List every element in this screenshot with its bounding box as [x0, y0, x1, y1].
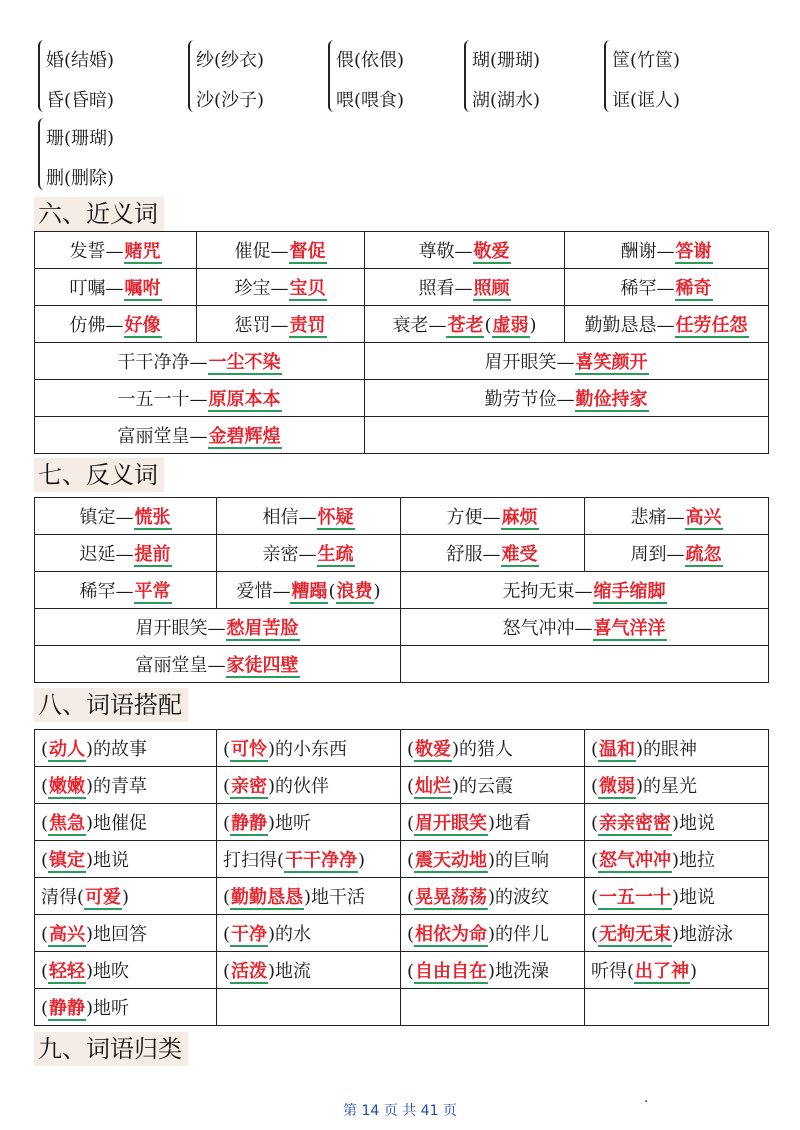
answer-word: 轻轻: [49, 961, 86, 982]
cell-text: )的故事: [86, 739, 148, 760]
answer-word: 家徒四壁: [226, 655, 299, 676]
table-cell: [401, 804, 585, 841]
table-cell: [365, 343, 769, 380]
synonyms-table: [34, 231, 769, 454]
table-cell: [217, 730, 401, 767]
collocation-table: [34, 729, 769, 1026]
answer-word: 出了神: [635, 961, 690, 982]
cell-text: (: [41, 776, 49, 797]
table-row: [35, 989, 769, 1026]
answer-word: 怀疑: [317, 507, 354, 528]
table-row: [35, 535, 769, 572]
cell-text: (: [223, 961, 231, 982]
table-cell: [585, 804, 769, 841]
answer-word: 敬爱: [415, 739, 452, 760]
prompt-word: 稀罕—: [79, 581, 134, 602]
table-cell: [585, 989, 769, 1026]
answer-word: 无拘无束: [599, 924, 672, 945]
cell-text: (: [407, 850, 415, 871]
pair-word: 删(删除): [46, 168, 115, 189]
table-row: [35, 306, 769, 343]
prompt-word: 悲痛—: [630, 507, 685, 528]
answer-word: 赌咒: [124, 241, 161, 262]
cell-text: )的伙伴: [268, 776, 330, 797]
prompt-word: 怒气冲冲—: [502, 618, 593, 639]
prompt-word: 衰老—: [392, 315, 447, 336]
table-cell: [217, 498, 401, 535]
answer-word: 晃晃荡荡: [415, 887, 488, 908]
answer-word: 嫩嫩: [49, 776, 86, 797]
answer-word: 勤勤恳恳: [231, 887, 304, 908]
cell-text: 听得(: [591, 961, 635, 982]
cell-text: )的云霞: [452, 776, 514, 797]
pair-word: 瑚(珊瑚): [472, 50, 541, 71]
table-cell: [565, 306, 769, 343]
table-row: [35, 767, 769, 804]
table-cell: [401, 767, 585, 804]
cell-text: ): [690, 961, 698, 982]
table-row: [35, 380, 769, 417]
word-pair-group: [188, 36, 318, 116]
answer-word: 震天动地: [415, 850, 488, 871]
table-cell: [217, 915, 401, 952]
antonyms-table: [34, 497, 769, 683]
table-cell: [217, 535, 401, 572]
cell-text: )的伴儿: [488, 924, 550, 945]
answer-word: 眉开眼笑: [415, 813, 488, 834]
word-pair-group: [328, 36, 458, 116]
table-row: [35, 841, 769, 878]
answer-word: 自由自在: [415, 961, 488, 982]
answer-word: 答谢: [675, 241, 712, 262]
cell-text: )的水: [268, 924, 312, 945]
table-cell: [197, 269, 365, 306]
prompt-word: 方便—: [446, 507, 501, 528]
answer-word: 宝贝: [289, 278, 326, 299]
cell-text: (: [591, 813, 599, 834]
prompt-word: 富丽堂皇—: [117, 426, 208, 447]
prompt-word: 酬谢—: [620, 241, 675, 262]
cell-text: )地吹: [86, 961, 130, 982]
prompt-word: 照看—: [418, 278, 473, 299]
prompt-word: 催促—: [234, 241, 289, 262]
answer-word: 静静: [49, 998, 86, 1019]
word-pair-group: [464, 36, 594, 116]
answer-word: 亲亲密密: [599, 813, 672, 834]
table-cell: [585, 498, 769, 535]
answer-word: 稀奇: [675, 278, 712, 299]
table-cell: [35, 417, 365, 454]
cell-text: (: [41, 850, 49, 871]
cell-text: 打扫得(: [223, 850, 285, 871]
answer-word: 原原本本: [208, 389, 281, 410]
answer-word: 嘱咐: [124, 278, 161, 299]
answer-word: 浪费: [336, 581, 373, 602]
word-pair-group: [38, 36, 168, 116]
table-row: [35, 609, 769, 646]
prompt-word: 眉开眼笑—: [484, 352, 575, 373]
table-cell: [401, 952, 585, 989]
cell-text: )地流: [268, 961, 312, 982]
answer-word: 喜气洋洋: [593, 618, 666, 639]
answer-word: 干干净净: [285, 850, 358, 871]
table-cell: [35, 878, 217, 915]
answer-word: 平常: [134, 581, 171, 602]
cell-text: (: [407, 739, 415, 760]
pair-word: 婚(结婚): [46, 50, 115, 71]
cell-text: ): [122, 887, 130, 908]
table-cell: [217, 989, 401, 1026]
prompt-word: 镇定—: [79, 507, 134, 528]
cell-text: )的小东西: [268, 739, 348, 760]
answer-word: 相依为命: [415, 924, 488, 945]
answer-word: 缩手缩脚: [593, 581, 666, 602]
table-cell: [35, 841, 217, 878]
table-cell: [401, 535, 585, 572]
answer-word: 一五一十: [599, 887, 672, 908]
cell-text: )的猎人: [452, 739, 514, 760]
answer-word: 亲密: [231, 776, 268, 797]
table-cell: 爱惜—糟蹋(浪费): [217, 572, 401, 609]
table-cell: [35, 767, 217, 804]
table-cell: [365, 417, 769, 454]
answer-word: 提前: [134, 544, 171, 565]
cell-text: (: [223, 813, 231, 834]
answer-word: 灿烂: [415, 776, 452, 797]
table-cell: [365, 269, 565, 306]
answer-word: 喜笑颜开: [575, 352, 648, 373]
prompt-word: 惩罚—: [234, 315, 289, 336]
table-row: [35, 804, 769, 841]
table-row: [35, 343, 769, 380]
cell-text: (: [407, 887, 415, 908]
answer-word: 好像: [124, 315, 161, 336]
answer-word: 金碧辉煌: [208, 426, 281, 447]
cell-text: )的眼神: [636, 739, 698, 760]
table-cell: [401, 646, 769, 683]
answer-word: 可怜: [231, 739, 268, 760]
pair-word: 沙(沙子): [196, 90, 265, 111]
table-cell: [585, 841, 769, 878]
dot-mark: ·: [644, 1094, 649, 1110]
answer-word: 动人: [49, 739, 86, 760]
prompt-word: 勤劳节俭—: [484, 389, 575, 410]
section-heading-antonyms: 七、反义词: [34, 458, 164, 492]
table-cell: [401, 498, 585, 535]
prompt-word: 爱惜—: [236, 581, 291, 602]
prompt-word: 一五一十—: [117, 389, 208, 410]
cell-text: (: [223, 776, 231, 797]
answer-word: 焦急: [49, 813, 86, 834]
table-cell: [35, 498, 217, 535]
pair-word: 珊(珊瑚): [46, 128, 115, 149]
table-cell: [217, 952, 401, 989]
table-row: [35, 952, 769, 989]
table-row: [35, 915, 769, 952]
section-heading-synonyms: 六、近义词: [34, 197, 164, 231]
cell-text: (: [591, 887, 599, 908]
table-cell: [35, 232, 197, 269]
cell-text: )地听: [268, 813, 312, 834]
prompt-word: 叮嘱—: [69, 278, 124, 299]
cell-text: )地拉: [672, 850, 716, 871]
cell-text: )地看: [488, 813, 532, 834]
table-cell: [585, 878, 769, 915]
cell-text: 清得(: [41, 887, 85, 908]
section-heading-collocation: 八、词语搭配: [34, 688, 188, 722]
cell-text: )地回答: [86, 924, 148, 945]
table-cell: [35, 915, 217, 952]
cell-text: (: [223, 887, 231, 908]
answer-word: 难受: [501, 544, 538, 565]
answer-word: 高兴: [49, 924, 86, 945]
cell-text: )地催促: [86, 813, 148, 834]
cell-text: (: [591, 776, 599, 797]
prompt-word: 稀罕—: [620, 278, 675, 299]
table-cell: [585, 535, 769, 572]
word-pair-group: [38, 114, 168, 194]
table-cell: [365, 380, 769, 417]
cell-text: (: [591, 739, 599, 760]
answer-word: 可爱: [85, 887, 122, 908]
table-cell: [35, 730, 217, 767]
table-cell: [565, 269, 769, 306]
table-row: [35, 730, 769, 767]
table-cell: [401, 841, 585, 878]
table-cell: [35, 269, 197, 306]
table-row: [35, 269, 769, 306]
answer-word: 疏忽: [685, 544, 722, 565]
answer-word: 慌张: [134, 507, 171, 528]
answer-word: 微弱: [599, 776, 636, 797]
table-cell: [217, 878, 401, 915]
cell-text: )地说: [86, 850, 130, 871]
cell-text: (: [41, 961, 49, 982]
table-cell: [35, 804, 217, 841]
answer-word: 责罚: [289, 315, 326, 336]
cell-text: ): [358, 850, 366, 871]
prompt-word: 迟延—: [79, 544, 134, 565]
prompt-word: 干干净净—: [117, 352, 208, 373]
table-row: [35, 878, 769, 915]
answer-word: 静静: [231, 813, 268, 834]
pair-word: 喂(喂食): [336, 90, 405, 111]
table-row: [35, 232, 769, 269]
cell-text: )地干活: [304, 887, 366, 908]
prompt-word: 勤勤恳恳—: [584, 315, 675, 336]
table-cell: [35, 952, 217, 989]
prompt-word: 眉开眼笑—: [135, 618, 226, 639]
table-cell: [217, 804, 401, 841]
cell-text: )地听: [86, 998, 130, 1019]
answer-word: 怒气冲冲: [599, 850, 672, 871]
cell-text: (: [41, 813, 49, 834]
table-cell: [35, 306, 197, 343]
prompt-word: 富丽堂皇—: [135, 655, 226, 676]
table-cell: [217, 767, 401, 804]
answer-word: 镇定: [49, 850, 86, 871]
cell-text: (: [41, 924, 49, 945]
prompt-word: 尊敬—: [418, 241, 473, 262]
table-cell: [401, 989, 585, 1026]
table-row: [35, 498, 769, 535]
prompt-word: 仿佛—: [69, 315, 124, 336]
table-cell: [365, 232, 565, 269]
answer-word: 生疏: [317, 544, 354, 565]
pair-word: 诓(诓人): [612, 90, 681, 111]
table-cell: [585, 952, 769, 989]
table-cell: [401, 572, 769, 609]
answer-word: 麻烦: [501, 507, 538, 528]
table-cell: [35, 380, 365, 417]
answer-word: 糟蹋: [291, 581, 328, 602]
table-cell: 衰老—苍老(虚弱): [365, 306, 565, 343]
cell-text: (: [223, 739, 231, 760]
table-cell: [35, 572, 217, 609]
table-cell: [35, 343, 365, 380]
table-row: [35, 646, 769, 683]
cell-text: )地游泳: [672, 924, 734, 945]
cell-text: (: [41, 739, 49, 760]
answer-word: 愁眉苦脸: [226, 618, 299, 639]
word-pair-groups: [38, 36, 778, 196]
table-cell: [401, 609, 769, 646]
cell-text: (: [41, 998, 49, 1019]
pair-word: 湖(湖水): [472, 90, 541, 111]
pair-word: 偎(依偎): [336, 50, 405, 71]
table-cell: [197, 232, 365, 269]
table-cell: [401, 915, 585, 952]
cell-text: (: [407, 813, 415, 834]
prompt-word: 周到—: [630, 544, 685, 565]
cell-text: )的星光: [636, 776, 698, 797]
table-cell: [217, 841, 401, 878]
table-row: [35, 572, 769, 609]
cell-text: )地说: [672, 887, 716, 908]
section-heading-classify: 九、词语归类: [34, 1032, 188, 1066]
pair-word: 筐(竹筐): [612, 50, 681, 71]
answer-word: 苍老: [447, 315, 484, 336]
table-cell: [35, 989, 217, 1026]
table-row: [35, 417, 769, 454]
answer-word: 敬爱: [473, 241, 510, 262]
cell-text: (: [407, 924, 415, 945]
cell-text: (: [407, 776, 415, 797]
cell-text: )地洗澡: [488, 961, 550, 982]
cell-text: )的波纹: [488, 887, 550, 908]
cell-text: )地说: [672, 813, 716, 834]
answer-word: 一尘不染: [208, 352, 281, 373]
cell-text: (: [407, 961, 415, 982]
table-cell: [585, 915, 769, 952]
answer-word: 活泼: [231, 961, 268, 982]
answer-word: 干净: [231, 924, 268, 945]
pair-word: 纱(纱衣): [196, 50, 265, 71]
table-cell: [585, 767, 769, 804]
pair-word: 昏(昏暗): [46, 90, 115, 111]
cell-text: )的巨响: [488, 850, 550, 871]
prompt-word: 舒服—: [446, 544, 501, 565]
answer-word: 温和: [599, 739, 636, 760]
cell-text: (: [591, 850, 599, 871]
prompt-word: 亲密—: [262, 544, 317, 565]
prompt-word: 相信—: [262, 507, 317, 528]
table-cell: [197, 306, 365, 343]
answer-word: 勤俭持家: [575, 389, 648, 410]
answer-word: 照顾: [473, 278, 510, 299]
table-cell: [565, 232, 769, 269]
table-cell: [401, 878, 585, 915]
table-cell: [35, 609, 401, 646]
cell-text: )的青草: [86, 776, 148, 797]
cell-text: (: [591, 924, 599, 945]
table-cell: [35, 646, 401, 683]
answer-word: 督促: [289, 241, 326, 262]
prompt-word: 无拘无束—: [502, 581, 593, 602]
answer-word: 虚弱: [492, 315, 529, 336]
prompt-word: 珍宝—: [234, 278, 289, 299]
cell-text: (: [223, 924, 231, 945]
word-pair-group: [604, 36, 734, 116]
table-cell: [401, 730, 585, 767]
page-number: 第 14 页 共 41 页: [343, 1103, 457, 1119]
table-cell: [35, 535, 217, 572]
answer-word: 高兴: [685, 507, 722, 528]
answer-word: 任劳任怨: [675, 315, 748, 336]
prompt-word: 发誓—: [69, 241, 124, 262]
table-cell: [585, 730, 769, 767]
